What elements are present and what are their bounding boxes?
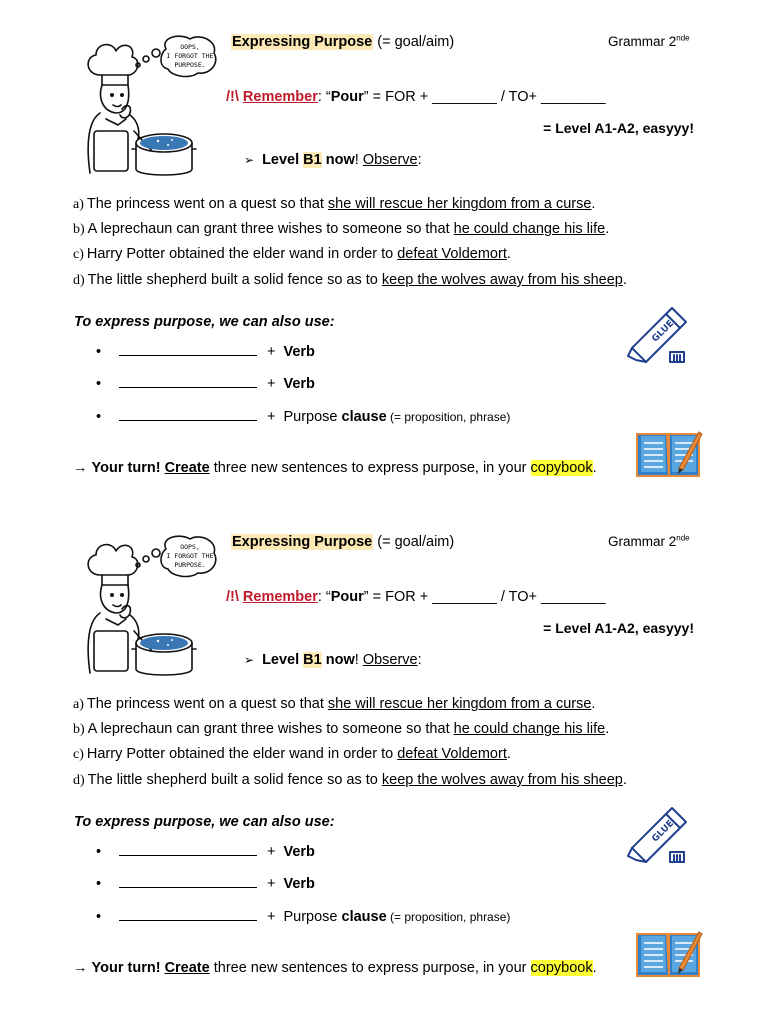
page-title [231,534,454,550]
example-letter: b) [73,222,85,237]
open-book-pencil-icon [635,928,703,978]
example-d [73,272,627,289]
example-end: . [605,221,610,237]
observe-word: Observe [362,652,418,668]
remember-label: Remember [242,589,318,605]
bullet-dot: • [96,376,102,392]
example-letter: a) [73,697,84,712]
bullet-keyword: Verb [283,344,315,360]
example-text: A leprechaun can grant three wishes to someone so that [87,721,454,737]
remember-colon: : “ [317,89,331,105]
example-text: Harry Potter obtained the elder wand in order to [86,746,398,762]
level-b1-line [244,152,422,168]
example-end: . [591,196,596,212]
your-turn-line [73,960,597,976]
example-letter: c) [73,747,84,762]
colon: : [417,152,422,168]
pour-word: Pour [330,89,364,105]
blank-line[interactable] [119,375,257,388]
period: . [592,960,597,976]
bubble-line: I FORGOT THE [166,552,214,560]
bullet-item [96,843,315,860]
colon: : [417,652,422,668]
example-end: . [622,272,627,288]
bullet-keyword: clause [341,909,387,925]
glue-label: GLUE [650,318,677,345]
example-letter: a) [73,197,84,212]
plus-sign: + [267,909,276,925]
example-a [73,696,595,713]
bubble-line: OOPS, [180,543,200,551]
page-title [231,34,454,50]
remember-rest: ” = FOR + ________ / TO+ ________ [363,589,606,605]
example-purpose: defeat Voldemort [397,246,507,262]
bullet-note: (= proposition, phrase) [386,910,511,924]
example-purpose: she will rescue her kingdom from a curse [327,196,592,212]
plus-sign: + [267,344,276,360]
bullet-dot: • [96,876,102,892]
example-end: . [622,772,627,788]
grammar-level [608,34,690,49]
title-text: Expressing Purpose [232,34,373,50]
bullet-keyword: clause [341,409,387,425]
remember-rest: ” = FOR + ________ / TO+ ________ [363,89,606,105]
example-c [73,246,511,263]
remember-label: Remember [242,89,318,105]
example-purpose: keep the wolves away from his sheep [381,272,623,288]
bullet-note: (= proposition, phrase) [386,410,511,424]
bullet-item [96,375,315,392]
level-a1-a2: = Level A1-A2, easyyy! [543,120,694,136]
remember-line [226,589,606,605]
right-arrow-icon: → [73,960,92,976]
your-turn-text: three new sentences to express purpose, in your [209,460,531,476]
grammar-sup: nde [676,33,690,43]
title-paren: (= goal/aim) [373,34,455,50]
level-b1-line [244,652,422,668]
blank-line[interactable] [119,408,257,421]
bullet-item [96,343,315,360]
example-text: The little shepherd built a solid fence so as to [87,772,382,788]
bubble-line: PURPOSE. [174,561,206,569]
example-letter: c) [73,247,84,262]
arrow-bullet-icon: ➢ [244,653,255,667]
copybook-word: copybook [530,460,593,476]
also-use-heading: To express purpose, we can also use: [74,314,335,330]
bang: ! [354,652,363,668]
bullet-dot: • [96,344,102,360]
level-a1-a2: = Level A1-A2, easyyy! [543,620,694,636]
example-letter: d) [73,773,85,788]
pour-word: Pour [330,589,364,605]
example-letter: b) [73,722,85,737]
warning-marker: /!\ [226,589,239,605]
title-paren: (= goal/aim) [373,534,455,550]
bang: ! [354,152,363,168]
example-purpose: defeat Voldemort [397,746,507,762]
chef-cartoon-icon [72,35,222,177]
also-use-heading: To express purpose, we can also use: [74,814,335,830]
grammar-level [608,534,690,549]
example-b [73,721,609,738]
bullet-keyword: Verb [283,844,315,860]
level-word: Level [262,152,304,168]
example-purpose: he could change his life [453,221,606,237]
example-end: . [506,746,511,762]
b1-badge: B1 [303,152,322,168]
plus-sign: + [267,376,276,392]
bullet-keyword: Verb [283,876,315,892]
example-purpose: keep the wolves away from his sheep [381,772,623,788]
remember-colon: : “ [317,589,331,605]
bullet-item [96,875,315,892]
example-c [73,746,511,763]
now-word: now [321,652,355,668]
now-word: now [321,152,355,168]
level-word: Level [262,652,304,668]
bullet-dot: • [96,409,102,425]
chef-cartoon-icon [72,535,222,677]
glue-stick-icon [626,306,688,364]
create-word: Create [164,460,210,476]
blank-line[interactable] [119,843,257,856]
bullet-prefix: Purpose [283,909,342,925]
example-text: Harry Potter obtained the elder wand in order to [86,246,398,262]
bullet-prefix: Purpose [283,409,342,425]
bubble-line: OOPS, [180,43,200,51]
right-arrow-icon: → [73,460,92,476]
title-text: Expressing Purpose [232,534,373,550]
worksheet-copy [0,500,768,1000]
example-text: The princess went on a quest so that [86,696,328,712]
your-turn-label: Your turn! [91,960,165,976]
create-word: Create [164,960,210,976]
bullet-item [96,908,510,925]
bubble-line: PURPOSE. [174,61,206,69]
example-end: . [591,696,596,712]
copybook-word: copybook [530,960,593,976]
example-text: The princess went on a quest so that [86,196,328,212]
your-turn-text: three new sentences to express purpose, in your [209,960,531,976]
bullet-item [96,408,510,425]
glue-label: GLUE [650,818,677,845]
remember-line [226,89,606,105]
grammar-sup: nde [676,533,690,543]
your-turn-label: Your turn! [91,460,165,476]
plus-sign: + [267,876,276,892]
blank-line[interactable] [119,908,257,921]
b1-badge: B1 [303,652,322,668]
example-d [73,772,627,789]
arrow-bullet-icon: ➢ [244,153,255,167]
example-end: . [605,721,610,737]
warning-marker: /!\ [226,89,239,105]
bullet-dot: • [96,844,102,860]
period: . [592,460,597,476]
example-purpose: he could change his life [453,721,606,737]
bullet-keyword: Verb [283,376,315,392]
observe-word: Observe [362,152,418,168]
bullet-dot: • [96,909,102,925]
example-purpose: she will rescue her kingdom from a curse [327,696,592,712]
your-turn-line [73,460,597,476]
example-text: The little shepherd built a solid fence so as to [87,272,382,288]
glue-stick-icon [626,806,688,864]
open-book-pencil-icon [635,428,703,478]
example-text: A leprechaun can grant three wishes to someone so that [87,221,454,237]
worksheet-copy [0,0,768,500]
bubble-line: I FORGOT THE [166,52,214,60]
plus-sign: + [267,409,276,425]
example-letter: d) [73,273,85,288]
blank-line[interactable] [119,343,257,356]
example-a [73,196,595,213]
example-b [73,221,609,238]
grammar-label: Grammar 2 [608,34,677,49]
example-end: . [506,246,511,262]
grammar-label: Grammar 2 [608,534,677,549]
plus-sign: + [267,844,276,860]
blank-line[interactable] [119,875,257,888]
